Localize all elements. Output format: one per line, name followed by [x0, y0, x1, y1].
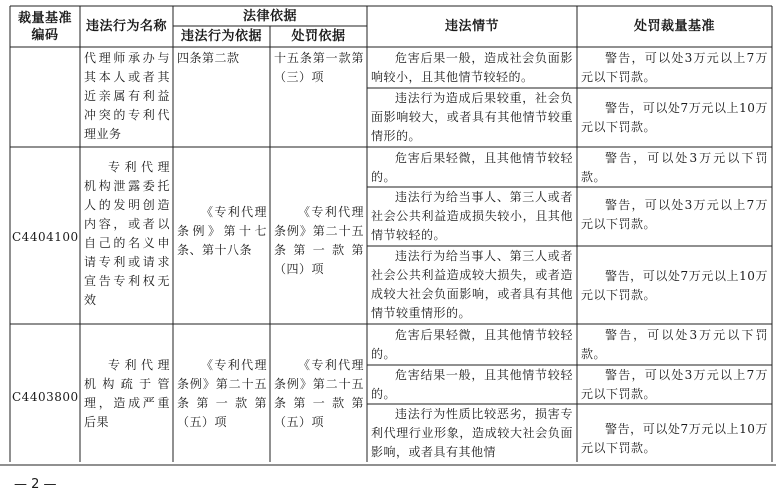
header-standard: 处罚裁量基准: [633, 19, 715, 34]
row1-item1-standard: 警告，可以处3万元以上7万元以下罚款。: [581, 198, 768, 231]
header-basis-violation: 违法行为依据: [180, 29, 262, 44]
row1-item1-circumstance: 违法行为给当事人、第三人或者社会公共利益造成损失较小，且其他情节较轻的。: [371, 190, 573, 242]
header-circumstance: 违法情节: [444, 19, 499, 34]
row1-item0-circumstance: 危害后果轻微，且其他情节较轻的。: [371, 151, 573, 184]
row2-code: C4403800: [12, 390, 79, 404]
row2-item0-circumstance: 危害后果轻微，且其他情节较轻的。: [371, 328, 573, 361]
row1-item0-standard: 警告，可以处3万元以下罚款。: [581, 151, 768, 184]
header-basis-penalty: 处罚依据: [291, 29, 346, 44]
row2-item0-standard: 警告，可以处3万元以下罚款。: [581, 328, 768, 361]
row2-basis-penalty: 《专利代理条例》第二十五条第一款第（五）项: [274, 358, 364, 429]
row0-item1-circumstance: 违法行为造成后果较重，社会负面影响较大，或者具有其他情节较重情形的。: [371, 91, 573, 143]
row1-basis-penalty: 《专利代理条例》第二十五条第一款第（四）项: [274, 205, 364, 276]
row2-item2-circumstance: 违法行为性质比较恶劣，损害专利代理行业形象，造成较大社会负面影响，或者具有其他情: [371, 407, 573, 459]
page-number: — 2 —: [14, 477, 57, 492]
row0-act: 代理师承办与其本人或者其近亲属有利益冲突的专利代理业务: [84, 51, 170, 141]
row2-basis-violation: 《专利代理条例》第二十五条第一款第（五）项: [177, 358, 267, 429]
row0-item1-standard: 警告，可以处7万元以上10万元以下罚款。: [581, 101, 768, 134]
row2-item2-standard: 警告，可以处7万元以上10万元以下罚款。: [581, 422, 768, 455]
header-code: 裁量基准编码: [17, 11, 72, 43]
row0-item0-circumstance: 危害后果一般，造成社会负面影响较小，且其他情节较轻的。: [371, 51, 573, 84]
row0-basis-penalty: 十五条第一款第（三）项: [274, 51, 364, 84]
row1-item2-standard: 警告，可以处7万元以上10万元以下罚款。: [581, 269, 768, 302]
row2-act: 专利代理机构疏于管理，造成严重后果: [84, 358, 170, 429]
row1-basis-violation: 《专利代理条例》第十七条、第十八条: [177, 205, 267, 257]
header-legal-basis: 法律依据: [242, 9, 297, 24]
row1-code: C4404100: [12, 230, 79, 244]
header-act: 违法行为名称: [85, 19, 167, 34]
row1-item2-circumstance: 违法行为给当事人、第三人或者社会公共利益造成较大损失，或者造成较大社会负面影响，或者具有其他情节较重情形的。: [371, 249, 573, 320]
row2-item1-circumstance: 危害结果一般，且其他情节较轻的。: [371, 368, 573, 401]
row1-act: 专利代理机构泄露委托人的发明创造内容，或者以自己的名义申请专利或请求宣告专利权无效: [84, 160, 170, 307]
row0-item0-standard: 警告，可以处3万元以上7万元以下罚款。: [581, 51, 768, 84]
row0-basis-violation: 四条第二款: [177, 51, 240, 65]
row2-item1-standard: 警告，可以处3万元以上7万元以下罚款。: [581, 368, 768, 401]
